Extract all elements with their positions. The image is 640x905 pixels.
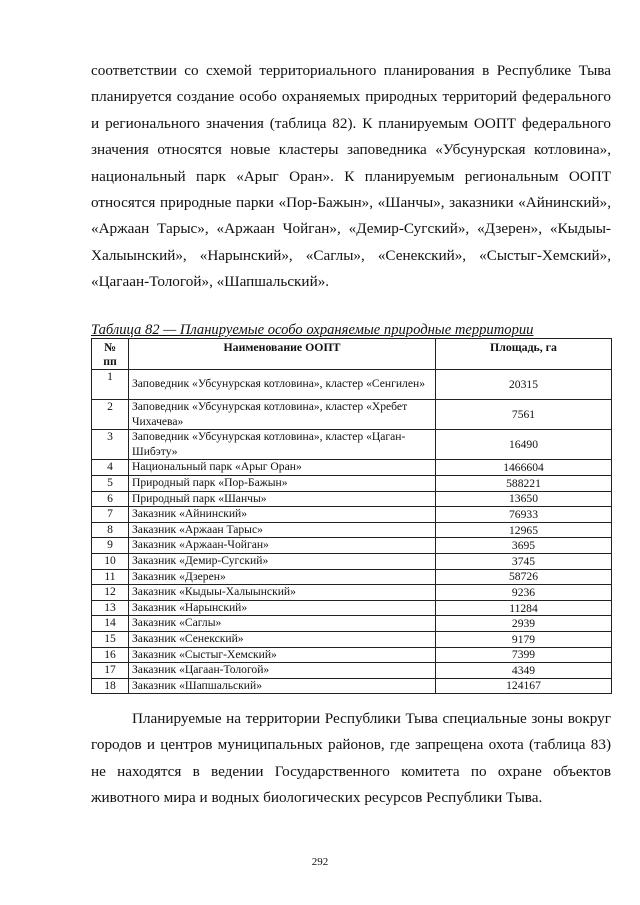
- row-number: 5: [92, 475, 129, 491]
- row-number: 17: [92, 663, 129, 679]
- row-number: 15: [92, 631, 129, 647]
- row-name: Природный парк «Пор-Бажын»: [129, 475, 436, 491]
- table-row: [92, 370, 612, 400]
- table-header-row: [92, 339, 612, 370]
- closing-line: не находятся в ведении Государственного комитета по охране объектов: [91, 762, 611, 780]
- intro-line: относятся природные парки «Пор-Бажын», «Шанчы», заказники «Айнинский»,: [91, 194, 611, 212]
- table-row: [92, 538, 612, 554]
- intro-line: соответствии со схемой территориального планирования в Республике Тыва: [91, 62, 611, 79]
- row-name: Заповедник «Убсунурская котловина», кластер «Сенгилен»: [129, 370, 436, 400]
- table-row: [92, 631, 612, 647]
- table-row: [92, 678, 612, 694]
- row-number: 3: [92, 430, 129, 460]
- row-number: 10: [92, 553, 129, 569]
- header-number-line1: №: [104, 340, 116, 354]
- row-name: Заказник «Сыстыг-Хемский»: [129, 647, 436, 663]
- row-area: 58726: [436, 569, 612, 585]
- row-number: 9: [92, 538, 129, 554]
- row-area: 20315: [436, 370, 612, 400]
- row-area: 7399: [436, 647, 612, 663]
- row-name: Заказник «Кыдыы-Халыынский»: [129, 585, 436, 601]
- table-row: [92, 647, 612, 663]
- row-area: 124167: [436, 678, 612, 694]
- table-caption-title: — Планируемые особо охраняемые природные территории: [159, 322, 534, 338]
- row-number: 8: [92, 522, 129, 538]
- closing-line: животного мира и водных биологических ресурсов Республики Тыва.: [91, 789, 543, 807]
- row-name: Заказник «Демир-Сугский»: [129, 553, 436, 569]
- row-area: 3695: [436, 538, 612, 554]
- row-number: 1: [92, 370, 129, 400]
- table-row: [92, 616, 612, 632]
- row-name: Заказник «Цагаан-Тологой»: [129, 663, 436, 679]
- row-area: 13650: [436, 491, 612, 507]
- header-area: Площадь, га: [436, 339, 612, 370]
- row-number: 13: [92, 600, 129, 616]
- page-number: 292: [311, 856, 329, 868]
- intro-paragraph: [91, 58, 611, 296]
- row-number: 11: [92, 569, 129, 585]
- intro-line: значения относятся новые кластеры заповедника «Убсунурская котловина»,: [91, 141, 611, 159]
- table-row: [92, 585, 612, 601]
- row-name: Заповедник «Убсунурская котловина», кластер «Хребет Чихачева»: [129, 400, 436, 430]
- protected-areas-table: [91, 338, 612, 694]
- row-number: 16: [92, 647, 129, 663]
- row-area: 1466604: [436, 460, 612, 476]
- closing-line: городов и центров муниципальных районов, где запрещена охота (таблица 83): [91, 736, 611, 754]
- header-number: [92, 339, 129, 370]
- header-name: Наименование ООПТ: [129, 339, 436, 370]
- row-name: Заказник «Сенекский»: [129, 631, 436, 647]
- row-name: Национальный парк «Арыг Оран»: [129, 460, 436, 476]
- row-area: 76933: [436, 507, 612, 523]
- row-area: 588221: [436, 475, 612, 491]
- closing-line: Планируемые на территории Республики Тыва специальные зоны вокруг: [132, 710, 611, 727]
- row-area: 7561: [436, 400, 612, 430]
- row-name: Заповедник «Убсунурская котловина», кластер «Цаган-Шибэту»: [129, 430, 436, 460]
- row-area: 11284: [436, 600, 612, 616]
- table-caption: [91, 322, 533, 339]
- intro-line: национальный парк «Арыг Оран». К планируемым региональным ООПТ: [91, 167, 611, 185]
- row-name: Заказник «Аржаан-Чойган»: [129, 538, 436, 554]
- row-name: Заказник «Аржаан Тарыс»: [129, 522, 436, 538]
- row-area: 12965: [436, 522, 612, 538]
- intro-line: планируется создание особо охраняемых природных территорий федерального: [91, 88, 611, 106]
- closing-paragraph: [91, 706, 611, 812]
- row-area: 16490: [436, 430, 612, 460]
- row-name: Заказник «Дзерен»: [129, 569, 436, 585]
- row-number: 4: [92, 460, 129, 476]
- row-area: 9179: [436, 631, 612, 647]
- intro-line: «Цагаан-Тологой», «Шапшальский».: [91, 273, 330, 291]
- row-number: 18: [92, 678, 129, 694]
- table-row: [92, 600, 612, 616]
- row-area: 4349: [436, 663, 612, 679]
- table-row: [92, 491, 612, 507]
- intro-line: и регионального значения (таблица 82). К планируемым ООПТ федерального: [91, 114, 611, 132]
- table-row: [92, 430, 612, 460]
- row-name: Заказник «Шапшальский»: [129, 678, 436, 694]
- row-area: 9236: [436, 585, 612, 601]
- table-row: [92, 475, 612, 491]
- row-number: 14: [92, 616, 129, 632]
- row-number: 2: [92, 400, 129, 430]
- row-name: Заказник «Нарынский»: [129, 600, 436, 616]
- table-row: [92, 522, 612, 538]
- row-area: 3745: [436, 553, 612, 569]
- row-name: Заказник «Айнинский»: [129, 507, 436, 523]
- header-number-line2: пп: [103, 354, 117, 368]
- table-row: [92, 663, 612, 679]
- row-name: Природный парк «Шанчы»: [129, 491, 436, 507]
- table-row: [92, 553, 612, 569]
- table-row: [92, 460, 612, 476]
- intro-line: «Аржаан Тарыс», «Аржаан Чойган», «Демир-Сугский», «Дзерен», «Кыдыы-: [91, 220, 611, 238]
- row-number: 7: [92, 507, 129, 523]
- row-number: 12: [92, 585, 129, 601]
- table-row: [92, 569, 612, 585]
- table-row: [92, 400, 612, 430]
- row-number: 6: [92, 491, 129, 507]
- table-row: [92, 507, 612, 523]
- intro-line: Халыынский», «Нарынский», «Саглы», «Сенекский», «Сыстыг-Хемский»,: [91, 246, 611, 264]
- table-caption-prefix: Таблица 82: [91, 322, 160, 338]
- row-name: Заказник «Саглы»: [129, 616, 436, 632]
- row-area: 2939: [436, 616, 612, 632]
